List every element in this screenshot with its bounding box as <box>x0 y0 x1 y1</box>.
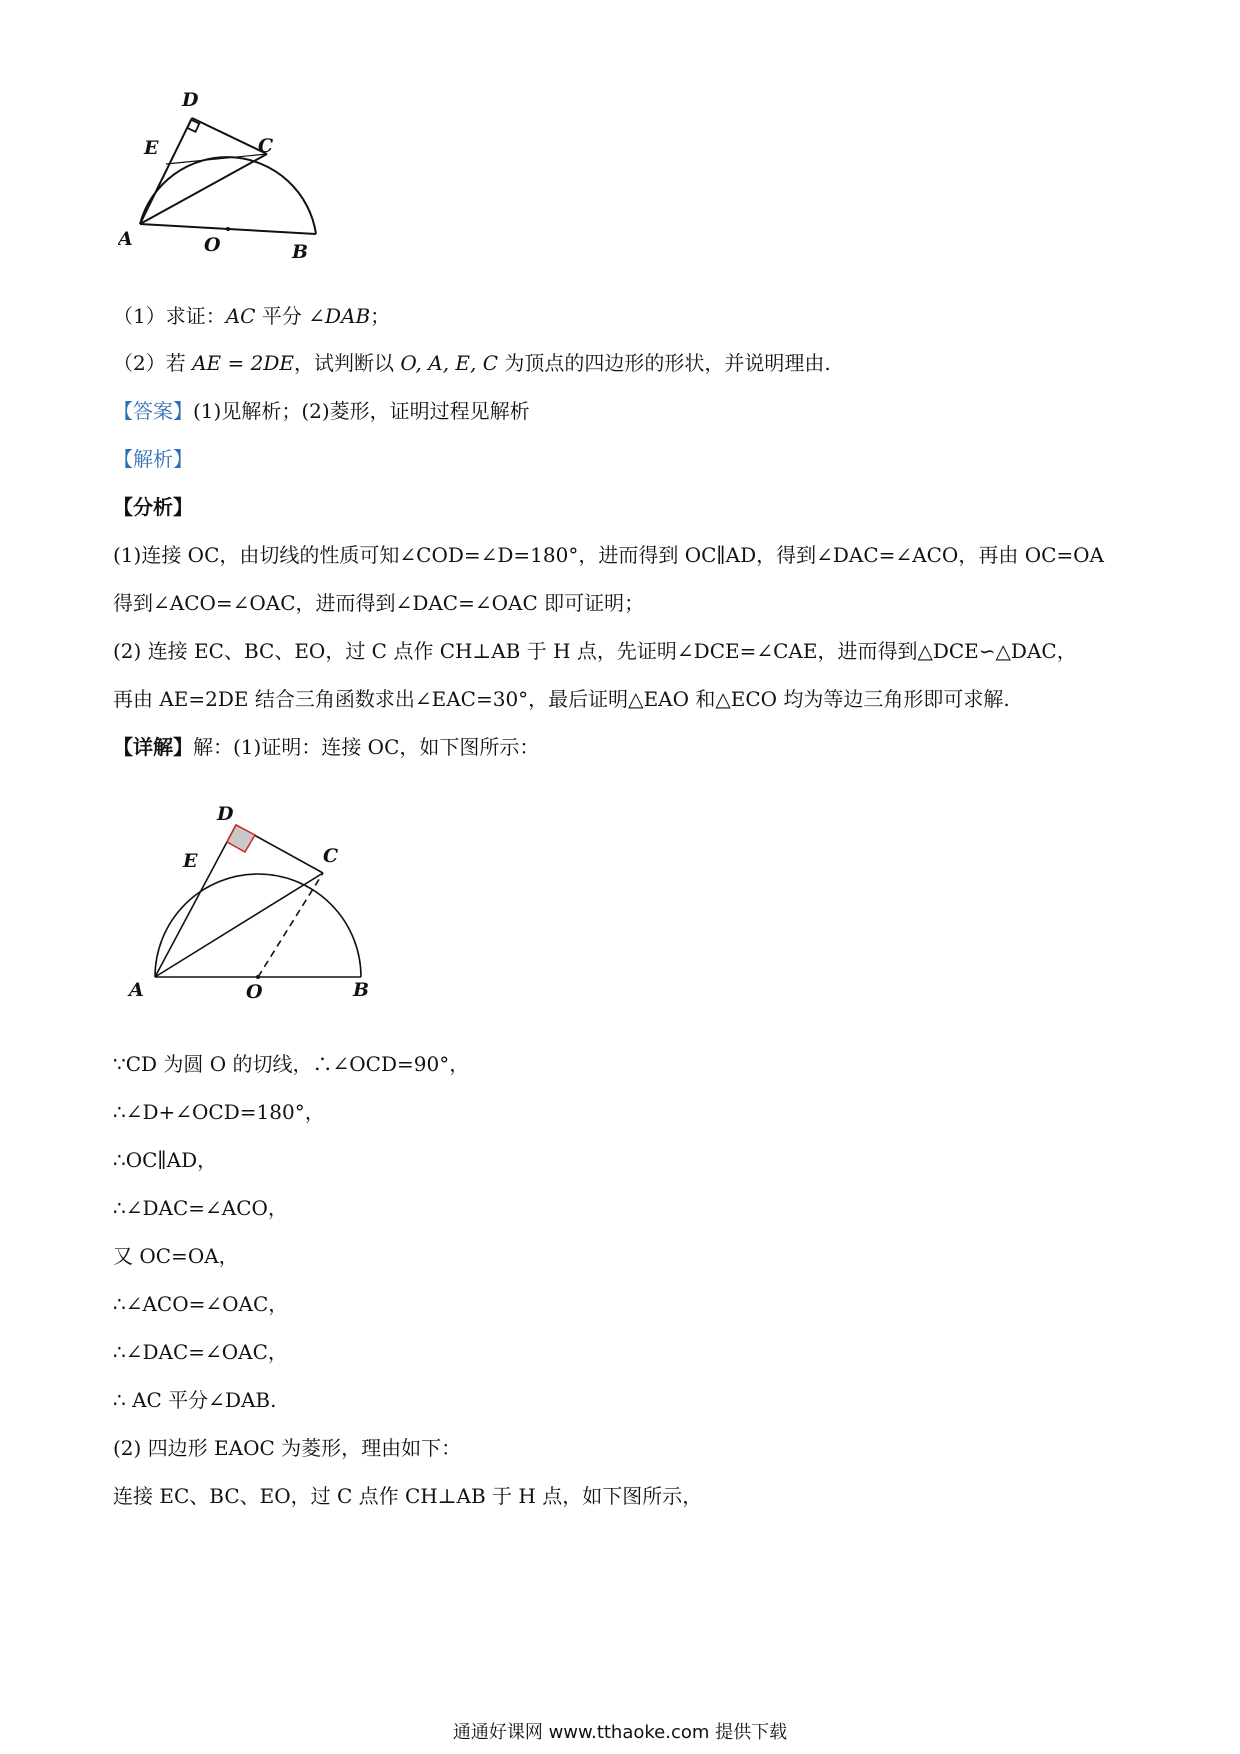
question-1 <box>113 302 390 330</box>
question-2-text: ，试判断以 <box>293 351 401 375</box>
analysis-p1: (1)连接 OC，由切线的性质可知∠COD=∠D=180°，进而得到 OC∥AD，得到∠DAC=∠ACO，再由 OC=OA <box>113 543 1104 567</box>
label-d: D <box>182 90 199 111</box>
proof-line: ∴ AC 平分∠DAB. <box>113 1388 277 1412</box>
label-e: E <box>183 850 198 872</box>
analysis-p2: 得到∠ACO=∠OAC，进而得到∠DAC=∠OAC 即可证明； <box>113 591 645 615</box>
detail-text: 解：(1)证明：连接 OC，如下图所示： <box>193 735 540 759</box>
label-e: E <box>144 137 159 159</box>
answer-line <box>113 397 530 425</box>
figure-2-diagram <box>125 800 415 1010</box>
question-1-math2: ∠DAB <box>308 304 371 328</box>
proof-line: 连接 EC、BC、EO，过 C 点作 CH⊥AB 于 H 点，如下图所示， <box>113 1484 703 1508</box>
question-1-end: ； <box>370 304 391 328</box>
label-d: D <box>217 803 234 825</box>
question-2-prefix: （2）若 <box>113 351 193 375</box>
line-ad <box>155 825 236 977</box>
fenxi-tag: 【分析】 <box>113 495 193 519</box>
answer-tag: 【答案】 <box>113 399 193 423</box>
semicircle-arc <box>155 874 361 977</box>
right-angle-mark <box>227 825 255 852</box>
analysis-p4: 再由 AE=2DE 结合三角函数求出∠EAC=30°，最后证明△EAO 和△ECO 均为等边三角形即可求解. <box>113 687 1010 711</box>
proof-line: ∴∠DAC=∠OAC， <box>113 1340 288 1364</box>
question-1-text: 平分 <box>255 304 309 328</box>
answer-text: (1)见解析；(2)菱形，证明过程见解析 <box>193 399 530 423</box>
proof-line: 又 OC=OA， <box>113 1244 239 1268</box>
line-oc-dashed <box>258 873 323 977</box>
detail-line <box>113 733 539 761</box>
label-c: C <box>258 135 274 157</box>
center-dot <box>256 975 260 979</box>
question-2 <box>113 349 831 377</box>
proof-line: ∴∠DAC=∠ACO， <box>113 1196 288 1220</box>
label-o: O <box>246 981 263 1003</box>
question-1-prefix: （1）求证： <box>113 304 226 328</box>
center-dot <box>226 227 230 231</box>
question-1-math: AC <box>225 304 256 328</box>
label-b: B <box>292 241 309 263</box>
label-a: A <box>129 979 144 1001</box>
question-2-math2: O, A, E, C <box>400 351 499 375</box>
proof-line: ∵CD 为圆 O 的切线，∴∠OCD=90°， <box>113 1052 470 1076</box>
detail-tag: 【详解】 <box>113 735 193 759</box>
question-2-math: AE = 2DE <box>192 351 294 375</box>
label-b: B <box>353 979 370 1001</box>
proof-line: ∴∠D+∠OCD=180°， <box>113 1100 325 1124</box>
analysis-tag: 【解析】 <box>113 447 193 471</box>
analysis-p3: (2) 连接 EC、BC、EO，过 C 点作 CH⊥AB 于 H 点，先证明∠DCE=∠CAE，进而得到△DCE∽△DAC， <box>113 639 1077 663</box>
label-a: A <box>118 228 133 250</box>
proof-line: (2) 四边形 EAOC 为菱形，理由如下： <box>113 1436 462 1460</box>
proof-line: ∴OC∥AD， <box>113 1148 218 1172</box>
page-footer: 通通好课网 www.tthaoke.com 提供下载 <box>452 1722 788 1743</box>
line-ac <box>155 873 323 977</box>
label-c: C <box>323 845 339 867</box>
question-2-end: 为顶点的四边形的形状，并说明理由. <box>498 351 831 375</box>
line-dc <box>192 118 267 154</box>
line-ad <box>140 118 192 224</box>
figure-1-diagram <box>118 90 358 290</box>
label-o: O <box>204 234 221 256</box>
proof-line: ∴∠ACO=∠OAC， <box>113 1292 289 1316</box>
